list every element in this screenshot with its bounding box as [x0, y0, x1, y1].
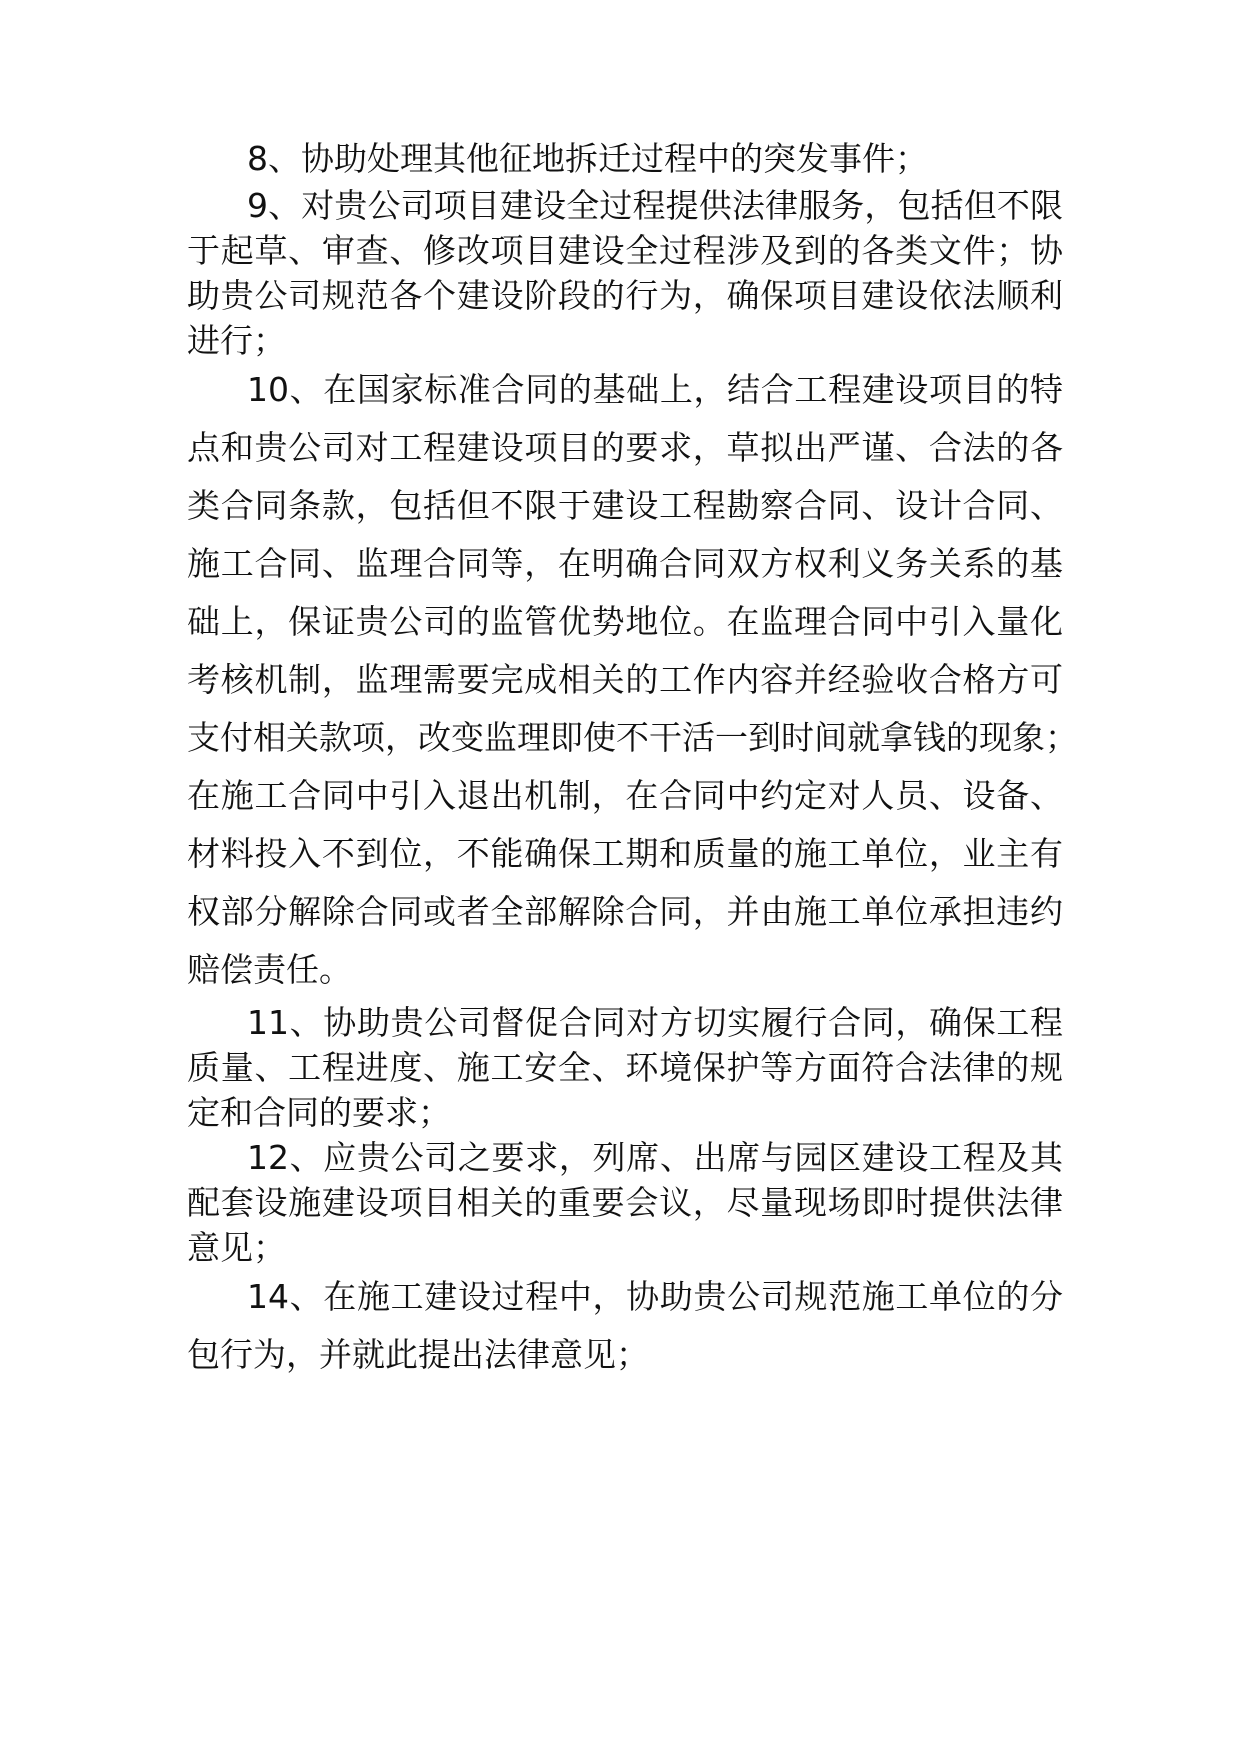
paragraph-10-line-11: 赔偿责任。: [187, 950, 352, 989]
paragraph-11-line-2: 质量、工程进度、施工安全、环境保护等方面符合法律的规: [187, 1048, 1063, 1087]
paragraph-10-line-8: 在施工合同中引入退出机制，在合同中约定对人员、设备、: [187, 776, 1063, 815]
paragraph-12-line-2: 配套设施建设项目相关的重要会议，尽量现场即时提供法律: [187, 1183, 1063, 1222]
paragraph-10-line-1: 10、在国家标准合同的基础上，结合工程建设项目的特: [247, 370, 1063, 409]
paragraph-10-line-5: 础上，保证贵公司的监管优势地位。在监理合同中引入量化: [187, 602, 1063, 641]
paragraph-10-line-4: 施工合同、监理合同等，在明确合同双方权利义务关系的基: [187, 544, 1063, 583]
paragraph-9-line-4: 进行；: [187, 321, 286, 360]
paragraph-10-line-7: 支付相关款项，改变监理即使不干活一到时间就拿钱的现象；: [187, 718, 1078, 757]
paragraph-10-line-9: 材料投入不到位，不能确保工期和质量的施工单位，业主有: [187, 834, 1063, 873]
paragraph-14-line-1: 14、在施工建设过程中，协助贵公司规范施工单位的分: [247, 1277, 1063, 1316]
paragraph-9-line-1: 9、对贵公司项目建设全过程提供法律服务，包括但不限: [247, 186, 1063, 225]
paragraph-12-line-3: 意见；: [187, 1228, 286, 1267]
paragraph-8-line-1: 8、协助处理其他征地拆迁过程中的突发事件；: [247, 139, 928, 178]
paragraph-10-line-6: 考核机制，监理需要完成相关的工作内容并经验收合格方可: [187, 660, 1063, 699]
paragraph-10-line-2: 点和贵公司对工程建设项目的要求，草拟出严谨、合法的各: [187, 428, 1063, 467]
paragraph-11-line-3: 定和合同的要求；: [187, 1093, 451, 1132]
paragraph-10-line-10: 权部分解除合同或者全部解除合同，并由施工单位承担违约: [187, 892, 1063, 931]
paragraph-14-line-2: 包行为，并就此提出法律意见；: [187, 1335, 649, 1374]
paragraph-12-line-1: 12、应贵公司之要求，列席、出席与园区建设工程及其: [247, 1138, 1063, 1177]
paragraph-9-line-3: 助贵公司规范各个建设阶段的行为，确保项目建设依法顺利: [187, 276, 1063, 315]
paragraph-10-line-3: 类合同条款，包括但不限于建设工程勘察合同、设计合同、: [187, 486, 1063, 525]
paragraph-9-line-2: 于起草、审查、修改项目建设全过程涉及到的各类文件；协: [187, 231, 1063, 270]
paragraph-11-line-1: 11、协助贵公司督促合同对方切实履行合同，确保工程: [247, 1003, 1063, 1042]
